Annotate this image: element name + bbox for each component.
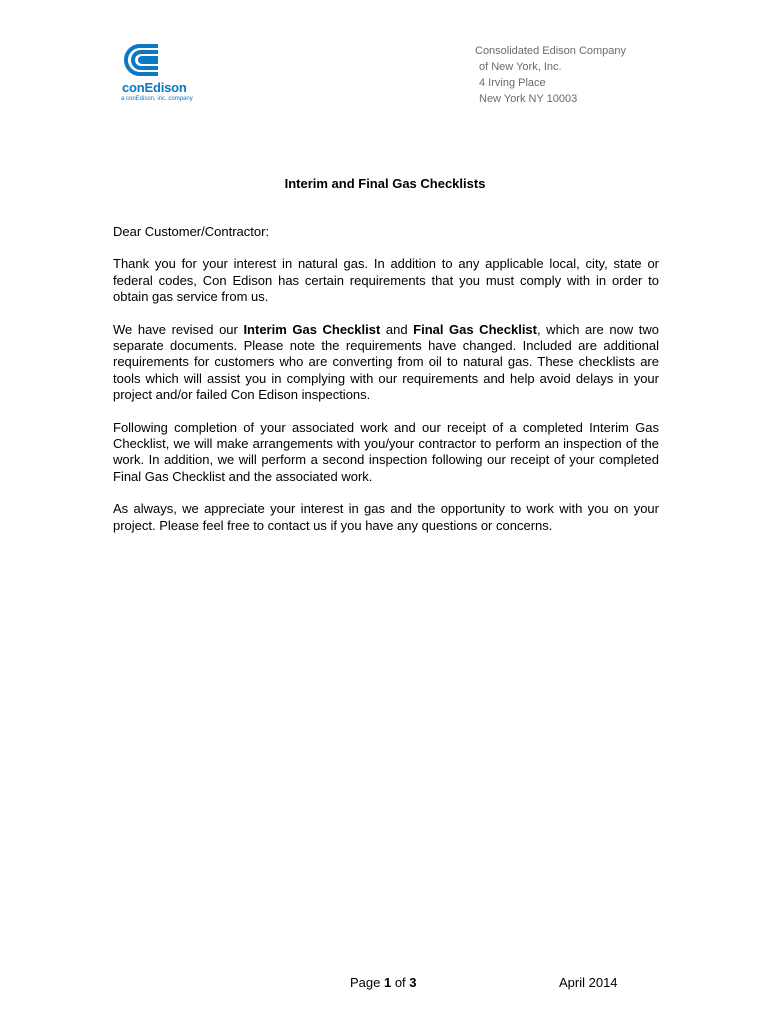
document-title: Interim and Final Gas Checklists — [284, 176, 486, 191]
conedison-logo-icon — [124, 42, 164, 78]
paragraph-revisions-text-3: , which are now two separate documents. Please note the requirements have changed. Included are additional requirements for customers who are converting from oil to natural gas. These checklists are tools which will assist you in complying with our requirements and help avoid delays in your project and/or failed Con Edison inspections. — [113, 321, 659, 403]
final-checklist-name: Final Gas Checklist — [413, 321, 537, 337]
address-line-4: New York NY 10003 — [479, 93, 578, 105]
paragraph-revisions-text-2: and — [380, 321, 414, 337]
page-label: Page — [350, 975, 384, 990]
paragraph-intro: Thank you for your interest in natural gas. In addition to any applicable local, city, state or federal codes, Con Edison has certain requirements that you must comply with in order to obtain gas service from us. — [113, 256, 659, 305]
address-line-3: 4 Irving Place — [479, 77, 546, 89]
letter-body — [113, 224, 659, 550]
salutation: Dear Customer/Contractor: — [113, 224, 270, 239]
document-date: April 2014 — [559, 975, 618, 990]
page-number — [350, 975, 417, 990]
paragraph-inspections: Following completion of your associated work and our receipt of a completed Interim Gas Checklist, we will make arrangements with you/your contractor to perform an inspection of the work. In addition, we will perform a second inspection following our receipt of your completed Final Gas Checklist and the associated work. — [113, 419, 659, 484]
paragraph-closing: As always, we appreciate your interest in gas and the opportunity to work with you on your project. Please feel free to contact us if you have any questions or concerns. — [113, 501, 659, 533]
interim-checklist-name: Interim Gas Checklist — [243, 321, 381, 337]
paragraph-revisions-text-1: We have revised our — [113, 321, 244, 337]
conedison-logo — [112, 42, 192, 108]
page-current: 1 — [383, 975, 392, 990]
page-total: 3 — [409, 975, 417, 990]
address-line-1: Consolidated Edison Company — [475, 45, 627, 57]
logo-wordmark: conEdison — [122, 80, 187, 95]
logo-tagline: a conEdison, inc. company — [121, 96, 193, 102]
page-of-label: of — [391, 975, 410, 990]
address-line-2: of New York, Inc. — [479, 61, 562, 73]
paragraph-revisions — [113, 322, 659, 404]
company-address — [475, 43, 626, 107]
